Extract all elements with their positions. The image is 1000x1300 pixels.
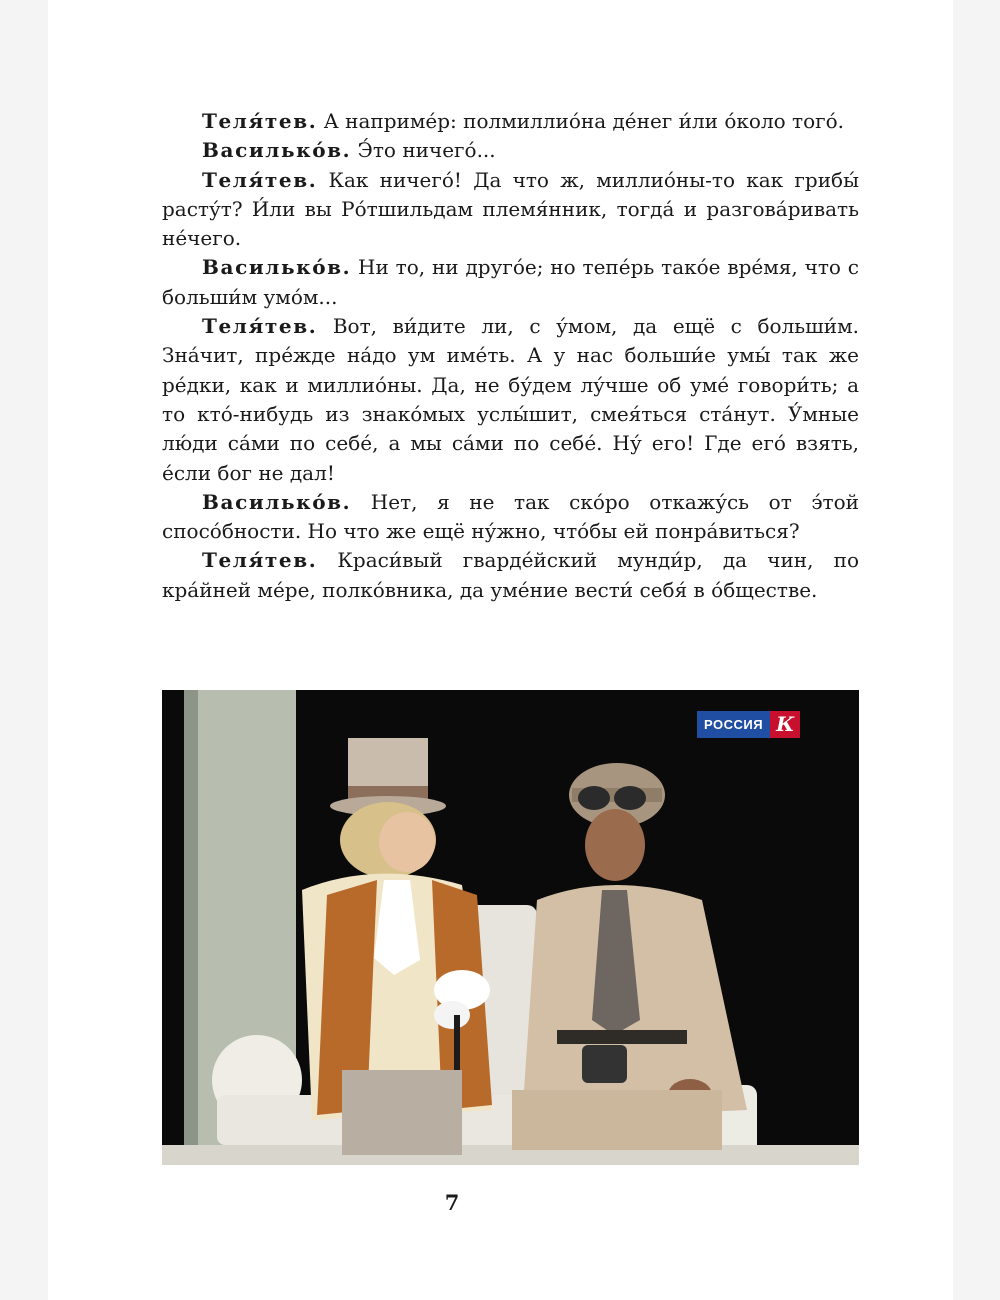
speaker-name: Теля́тев. [202,109,318,133]
tv-channel-logo [697,711,800,738]
line-text: Вот, ви́дите ли, с у́мом, да ещё с больши́м. Зна́чит, пре́жде на́до ум име́ть. А у нас больши́е умы́ так же ре́дки, как и миллио́ны. Да, не бу́дем лу́чше об уме́ говори́ть; а то кто́-нибудь из знако́мых услы́шит, смея́ться ста́нут. У́мные лю́ди са́ми по себе́, а мы са́ми по себе́. Ну́ его! Где его́ взять, е́сли бог не дал! [162,314,859,485]
line-text: Э́то ничего́... [351,138,496,163]
line-text: Нет, я не так ско́ро откажу́сь от э́той спосо́бности. Но что же ещё ну́жно, что́бы ей понра́виться? [162,489,859,544]
speaker-name: Василько́в. [202,489,352,514]
theatre-photo [162,690,859,1165]
tv-logo-letter: К [770,711,800,738]
dialogue-line-5 [162,312,859,488]
speaker-name: Василько́в. [202,255,352,280]
dialogue-line-1 [162,107,859,136]
line-text: А наприме́р: полмиллио́на де́нег и́ли о́коло того́. [317,109,845,133]
dialogue-line-4 [162,253,859,312]
dialogue-line-6 [162,488,859,547]
book-page [48,0,953,1300]
speaker-name: Теля́тев. [202,314,318,339]
speaker-name: Теля́тев. [202,167,318,192]
speaker-name: Теля́тев. [202,548,318,573]
page-number: 7 [444,1190,460,1215]
dialogue-line-3 [162,166,859,254]
speaker-name: Василько́в. [202,138,352,163]
line-text: Краси́вый гварде́йский мунди́р, да чин, по кра́йней ме́ре, полко́вника, да уме́ние вести́ себя́ в о́бществе. [162,548,859,602]
dialogue-line-7 [162,546,859,605]
dialogue-line-2 [162,136,859,165]
play-dialogue [162,107,859,605]
line-text: Как ничего́! Да что ж, миллио́ны-то как грибы́ расту́т? И́ли вы Ро́тшильдам племя́нник, тогда́ и разгова́ривать не́чего. [162,167,859,251]
line-text: Ни то, ни друго́е; но тепе́рь тако́е вре́мя, что с больши́м умо́м... [162,255,859,309]
stage-scene-illustration [162,690,859,1165]
tv-logo-name: РОССИЯ [697,711,770,738]
